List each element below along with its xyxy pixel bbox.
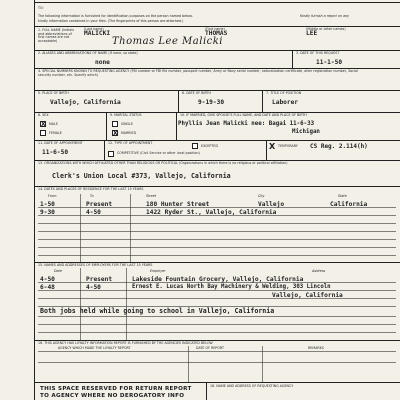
rule — [176, 112, 177, 140]
cs-regulation: CS Reg. 2.114(h) — [310, 143, 368, 150]
rule — [38, 207, 396, 208]
request-date-value: 11-1-50 — [316, 59, 343, 66]
aliases-value: none — [95, 59, 110, 66]
middle-name-value: LEE — [306, 30, 318, 37]
rule — [266, 140, 267, 160]
employment-row-1-employer: Lakeside Fountain Grocery, Vallejo, California — [132, 276, 304, 283]
employment-label: 15. NAMES AND ADDRESSES OF EMPLOYERS FOR THE LAST 15 YEARS — [38, 263, 153, 267]
competitive-checkbox[interactable] — [108, 151, 114, 157]
position-value: Laborer — [272, 99, 299, 106]
appointment-date-label: 11. DATE OF APPOINTMENT — [38, 141, 83, 145]
intro-right-text: Kindly furnish a report on any — [300, 14, 350, 18]
last-name-hint: (Last name) — [84, 27, 104, 31]
rule — [38, 215, 396, 216]
residence-header-to: To — [90, 194, 94, 198]
married-checkbox[interactable] — [112, 130, 118, 136]
rule — [34, 382, 400, 383]
rule — [38, 223, 396, 224]
residence-header-street: Street — [146, 194, 157, 198]
residence-row-1-street: 180 Hunter Street — [146, 201, 210, 208]
rule — [34, 140, 400, 141]
rule — [104, 140, 105, 160]
request-date-label: 3. DATE OF THIS REQUEST — [296, 51, 340, 55]
female-label: FEMALE — [49, 131, 62, 135]
birth-place-label: 5. PLACE OF BIRTH — [38, 91, 69, 95]
top-rule — [34, 2, 400, 3]
signature: Thomas Lee Malicki — [112, 36, 223, 47]
employment-row-2-employer: Ernest E. Lucas North Bay Machinery & Welding, 303 Lincoln — [132, 284, 331, 290]
residence-row-2-from: 9-30 — [40, 209, 55, 216]
organizations-value: Clerk's Union Local #373, Vallejo, California — [52, 172, 231, 180]
residence-row-1-state: California — [330, 201, 368, 208]
competitive-label: COMPETITIVE (Civil Service or other local position) — [117, 151, 200, 155]
residence-row-1-from: 1-50 — [40, 201, 55, 208]
marital-label: 9. MARITAL STATUS — [110, 113, 142, 117]
rule — [206, 382, 207, 400]
residence-header-from: From — [48, 194, 57, 198]
rule — [38, 231, 396, 232]
employment-note: Both jobs held while going to school in Vallejo, California — [40, 307, 275, 315]
employment-row-1-from: 4-50 — [40, 276, 55, 283]
appointment-date-value: 11-6-50 — [42, 149, 69, 156]
employment-row-2-to: 4-50 — [86, 284, 101, 291]
residence-row-2-street: 1422 Ryder St., Vallejo, California — [146, 209, 277, 216]
male-checkbox[interactable] — [40, 121, 46, 127]
excepted-checkbox[interactable] — [192, 143, 198, 149]
loyalty-col-date: DATE OF REPORT — [196, 346, 224, 350]
loyalty-label: 16. THIS AGENCY HAS LOYALTY INFORMATION REPORT IS FURNISHED BY THE AGENCIES INDICATED BELOW — [38, 341, 213, 345]
special-numbers-label: 4. SPECIAL NUMBERS KNOWN TO REQUESTING AGENCY (FBI number or FBI file number, passport number, Army or Navy serial number, naturalization certificate, alien registration number, Social security number, etc. Specify which) — [38, 69, 358, 77]
residence-row-2-to: 4-50 — [86, 209, 101, 216]
rule — [38, 239, 396, 240]
employment-row-1-to: Present — [86, 276, 113, 283]
footer-reserved-line2: TO AGENCY WHERE NO DEROGATORY INFO — [40, 393, 185, 399]
rule — [80, 194, 81, 262]
rule — [38, 255, 396, 256]
birth-date-value: 9-19-30 — [198, 99, 225, 106]
requesting-agency-label: 18. NAME AND ADDRESS OF REQUESTING AGENCY — [210, 384, 294, 388]
loyalty-col-remarks: REMARKS — [308, 346, 324, 350]
position-label: 7. TITLE OF POSITION — [266, 91, 302, 95]
first-name-value: THOMAS — [205, 30, 228, 37]
rule — [262, 346, 263, 382]
single-checkbox[interactable] — [112, 121, 118, 127]
male-label: MALE — [49, 122, 58, 126]
rule — [80, 268, 81, 340]
rule — [38, 316, 396, 317]
spouse-place-value: Michigan — [292, 129, 320, 135]
rule — [38, 351, 396, 352]
employment-row-2-city: Vallejo, California — [272, 292, 343, 299]
rule — [178, 90, 179, 112]
employment-header-date: Date — [54, 269, 62, 273]
rule — [38, 298, 396, 299]
rule — [38, 362, 396, 363]
spouse-label: 10. IF MARRIED, GIVE SPOUSE'S FULL NAME, AND DATE AND PLACE OF BIRTH — [180, 113, 307, 117]
temporary-label: TEMPORARY — [278, 144, 298, 148]
rule — [126, 268, 127, 340]
employment-header-employer: Employer — [150, 269, 166, 273]
spouse-name-value: Phyllis Jean Malicki nee: Bagai 11-6-33 — [178, 121, 315, 127]
male-check-mark: X — [41, 121, 46, 128]
residence-header-state: State — [338, 194, 347, 198]
single-label: SINGLE — [121, 122, 133, 126]
birth-date-label: 6. DATE OF BIRTH — [182, 91, 211, 95]
intro-text-line2: kindly information contained in your files. (The fingerprints of this person are attached.) — [38, 19, 184, 23]
employment-header-address: Address — [312, 269, 326, 273]
to-label: TO: — [38, 6, 44, 10]
appointment-type-label: 12. TYPE OF APPOINTMENT — [108, 141, 153, 145]
rule — [38, 332, 396, 333]
organizations-label: 13. ORGANIZATIONS WITH WHICH AFFILIATED OTHER THAN RELIGIOUS OR POLITICAL (Organizations in which there is no religious or political affiliation) — [38, 161, 288, 165]
rule — [38, 282, 396, 283]
rule — [262, 90, 263, 112]
temporary-check-mark: X — [269, 142, 276, 151]
residence-label: 14. DATES AND PLACES OF RESIDENCE FOR THE LAST 15 YEARS — [38, 187, 144, 191]
female-checkbox[interactable] — [40, 130, 46, 136]
residence-row-1-to: Present — [86, 201, 113, 208]
residence-header-city: City — [258, 194, 265, 198]
intro-text: The following information is furnished for identification purposes on the person named below. — [38, 14, 193, 18]
residence-row-1-city: Vallejo — [258, 201, 285, 208]
rule — [38, 306, 396, 307]
first-name-hint: (First name) — [205, 27, 225, 31]
rule — [106, 112, 107, 140]
rule — [34, 90, 400, 91]
married-label: MARRIED — [121, 131, 137, 135]
loyalty-col-agency: AGENCY WHICH MADE THE LOYALTY REPORT — [58, 346, 131, 350]
last-name-value: MALICKI — [84, 30, 111, 37]
married-check-mark: X — [113, 130, 118, 137]
employment-row-2-from: 6-48 — [40, 284, 55, 291]
rule — [130, 194, 131, 262]
middle-name-hint: (Middle or other names) — [306, 27, 346, 31]
aliases-label: 2. ALIASES AND ABBREVIATIONS OF NAME (If none, so state) — [38, 51, 138, 55]
rule — [188, 346, 189, 382]
birth-place-value: Vallejo, California — [50, 99, 121, 106]
sex-label: 8. SEX — [38, 113, 49, 117]
rule — [38, 247, 396, 248]
rule — [38, 324, 396, 325]
rule — [292, 50, 293, 68]
footer-reserved-line1: THIS SPACE RESERVED FOR RETURN REPORT — [40, 386, 192, 392]
full-name-label: 1. FULL NAME (Initials and abbreviations of first names are not acceptable) — [38, 28, 74, 43]
excepted-label: EXCEPTED — [201, 144, 218, 148]
rule — [38, 290, 396, 291]
